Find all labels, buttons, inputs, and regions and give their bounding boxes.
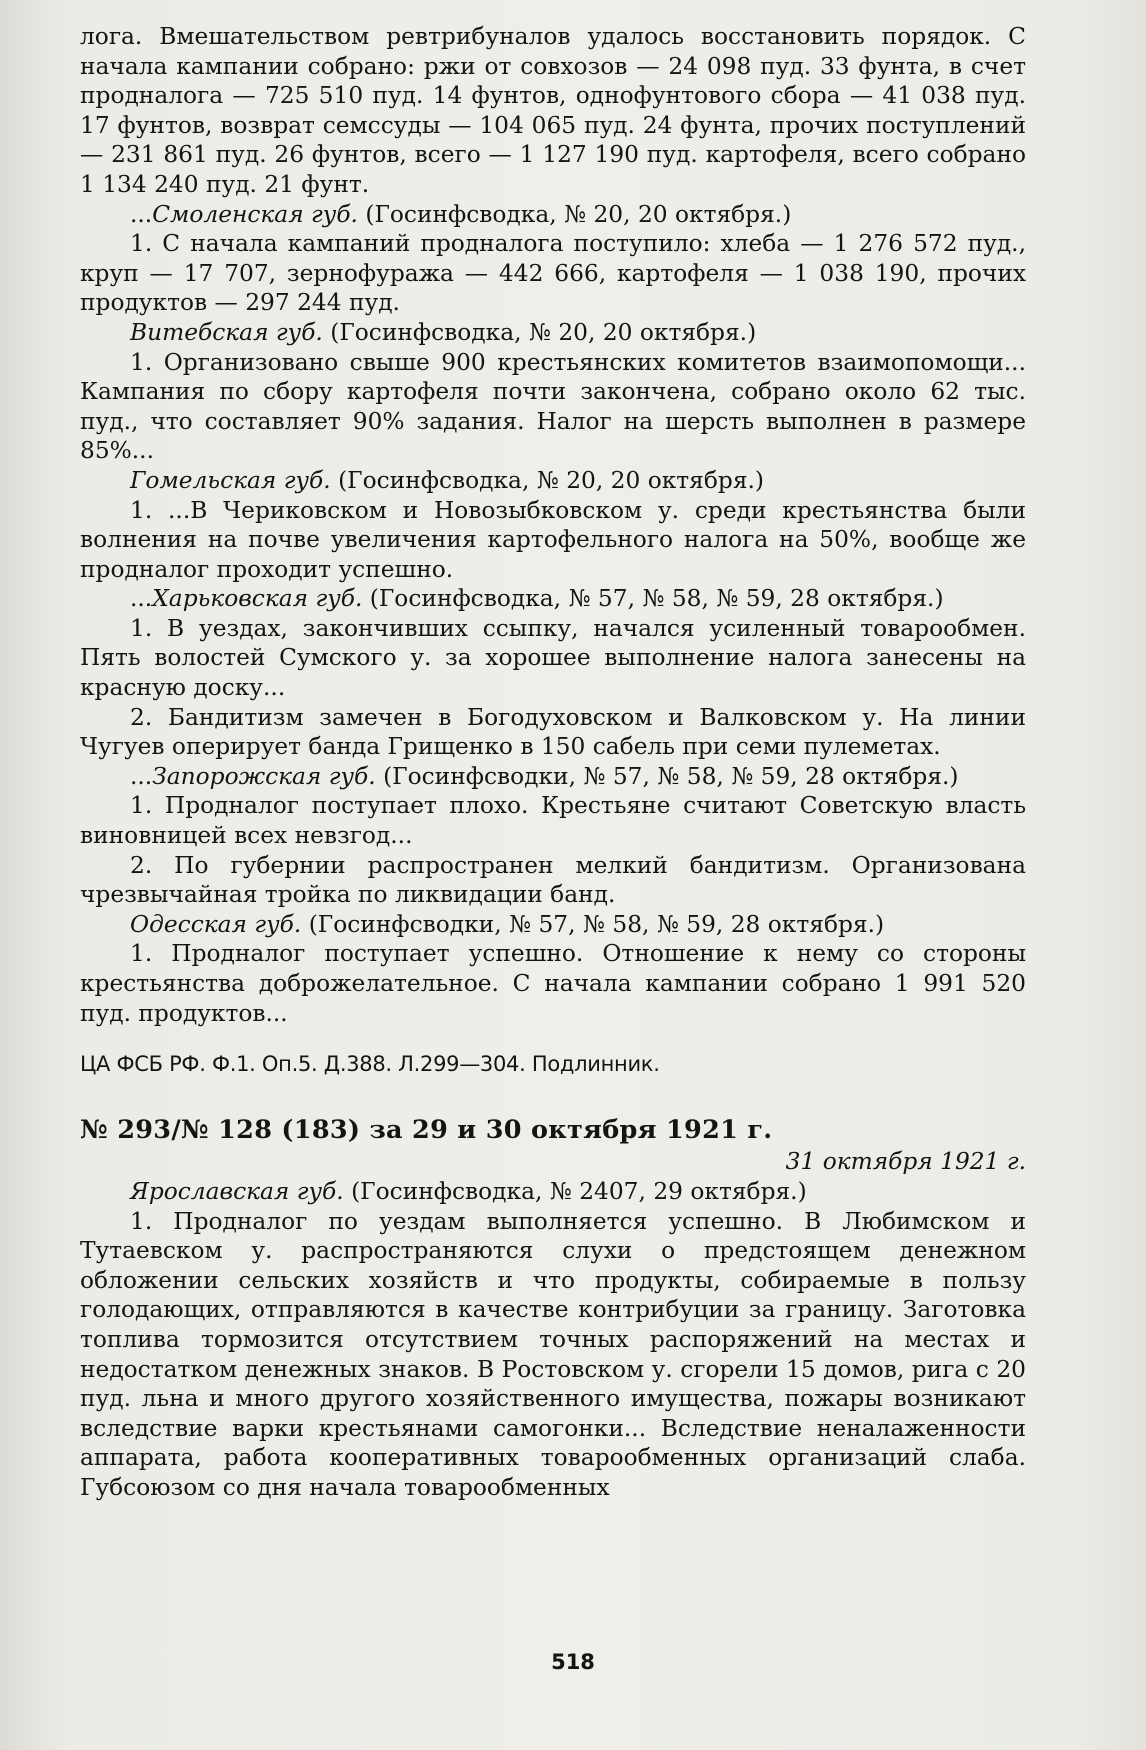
section-item: 2. По губернии распространен мелкий бандитизм. Организована чрезвычайная тройка по ликвидации банд. <box>80 851 1026 909</box>
text-block <box>80 22 1026 1503</box>
section-item: 1. Продналог поступает успешно. Отношение к нему со стороны крестьянства доброжелательное. С начала кампании собрано 1 991 520 пуд. продуктов... <box>80 940 1026 1027</box>
region-name: Харьковская губ. <box>152 585 363 613</box>
region-name: Ярославская губ. <box>130 1177 344 1205</box>
source-ref: (Госинфсводка, № 20, 20 октября.) <box>330 318 757 346</box>
source-ref: (Госинфсводки, № 57, № 58, № 59, 28 октября.) <box>383 762 959 790</box>
source-ref: (Госинфсводка, № 57, № 58, № 59, 28 октября.) <box>369 585 944 613</box>
source-ref: (Госинфсводка, № 20, 20 октября.) <box>365 200 792 228</box>
section-item: 1. Продналог по уездам выполняется успешно. В Любимском и Тутаевском у. распространяются слухи о предстоящем денежном обложении сельских хозяйств и что продукты, собираемые в пользу голодающих, отправляются в качестве контрибуции за границу. Заготовка топлива тормозится отсутствием точных распоряжений на местах и недостатком денежных знаков. В Ростовском у. сгорели 15 домов, рига с 20 пуд. льна и много другого хозяйственного имущества, пожары возникают вследствие варки крестьянами самогонки... Вследствие неналаженности аппарата, работа кооперативных товарообменных организаций слаба. Губсоюзом со дня начала товарообменных <box>80 1207 1026 1501</box>
section-item: 1. С начала кампаний продналога поступило: хлеба — 1 276 572 пуд., круп — 17 707, зернофуража — 442 666, картофеля — 1 038 190, прочих продуктов — 297 244 пуд. <box>80 230 1026 317</box>
region-name: Смоленская губ. <box>152 200 358 228</box>
section-item: 2. Бандитизм замечен в Богодуховском и Валковском у. На линии Чугуев оперирует банда Грищенко в 150 сабель при семи пулеметах. <box>80 703 1026 761</box>
section-item: 1. В уездах, закончивших ссыпку, начался усиленный товарообмен. Пять волостей Сумского у. за хорошее выполнение налога занесены на красную доску... <box>80 614 1026 702</box>
source-ref: (Госинфсводка, № 2407, 29 октября.) <box>351 1177 807 1205</box>
section-source-line: ...Харьковская губ. (Госинфсводка, № 57, № 58, № 59, 28 октября.) <box>130 585 944 613</box>
page-number: 518 <box>551 1650 595 1674</box>
section-item: 1. Организовано свыше 900 крестьянских комитетов взаимопомощи... Кампания по сбору картофеля почти закончена, собрано около 62 тыс. пуд., что составляет 90% задания. Налог на шерсть выполнен в размере 85%... <box>80 348 1026 465</box>
source-ref: (Госинфсводка, № 20, 20 октября.) <box>338 466 765 494</box>
region-name: Витебская губ. <box>130 318 323 346</box>
intro-paragraph: лога. Вмешательством ревтрибуналов удалось восстановить порядок. С начала кампании собрано: ржи от совхозов — 24 098 пуд. 33 фунта, в счет продналога — 725 510 пуд. 14 фунтов, однофунтового сбора — 41 038 пуд. 17 фунтов, возврат семссуды — 104 065 пуд. 24 фунта, прочих поступлений — 231 861 пуд. 26 фунтов, всего — 1 127 190 пуд. картофеля, всего собрано 1 134 240 пуд. 21 фунт. <box>80 23 1026 198</box>
region-name: Одесская губ. <box>130 910 302 938</box>
region-name: Гомельская губ. <box>130 466 331 494</box>
archive-reference: ЦА ФСБ РФ. Ф.1. Оп.5. Д.388. Л.299—304. Подлинник. <box>80 1052 660 1077</box>
section-item: 1. Продналог поступает плохо. Крестьяне считают Советскую власть виновницей всех невзгод... <box>80 792 1026 850</box>
document-date: 31 октября 1921 г. <box>785 1148 1026 1176</box>
section-source-line <box>80 1177 1026 1207</box>
section-source-line: ...Смоленская губ. (Госинфсводка, № 20, 20 октября.) <box>130 200 792 228</box>
section-source-line <box>80 466 1026 496</box>
region-name: Запорожская губ. <box>152 762 376 790</box>
section-source-line <box>80 318 1026 348</box>
section-source-line: ...Запорожская губ. (Госинфсводки, № 57, № 58, № 59, 28 октября.) <box>130 762 959 790</box>
source-ref: (Госинфсводки, № 57, № 58, № 59, 28 октября.) <box>308 910 885 938</box>
section-item: 1. ...В Чериковском и Новозыбковском у. среди крестьянства были волнения на почве увеличения картофельного налога на 50%, вообще же продналог проходит успешно. <box>80 496 1026 583</box>
section-source-line <box>80 910 1026 940</box>
document-header: № 293/№ 128 (183) за 29 и 30 октября 1921 г. <box>80 1114 773 1145</box>
